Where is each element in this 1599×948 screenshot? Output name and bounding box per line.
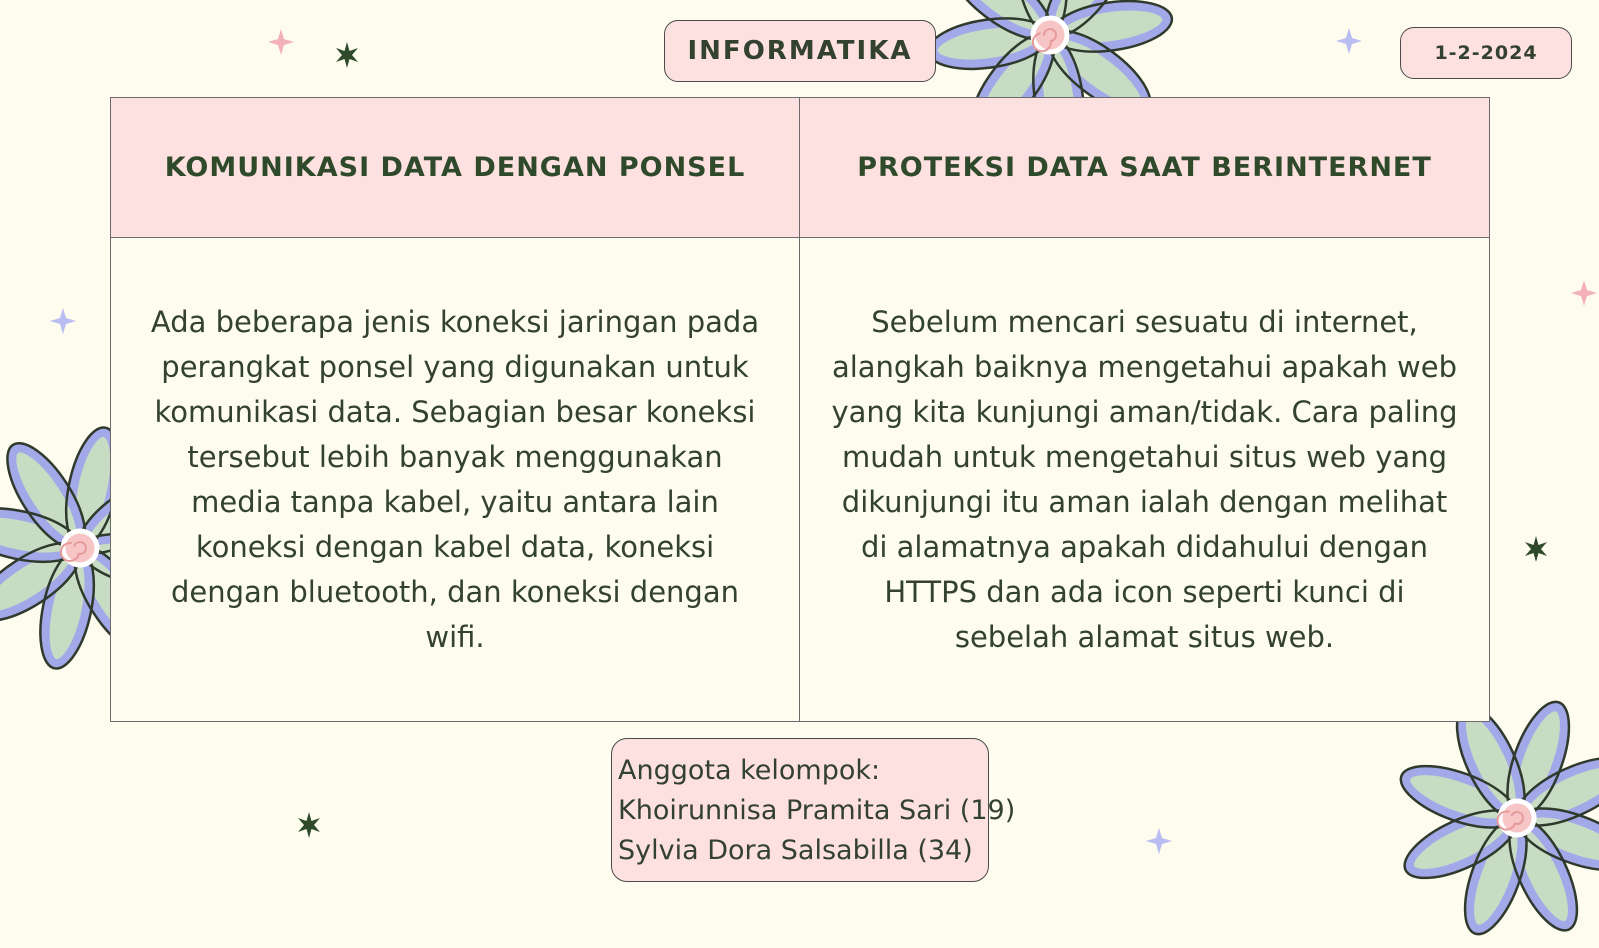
star-icon xyxy=(294,810,324,840)
date-badge: 1-2-2024 xyxy=(1400,27,1572,79)
flower-icon xyxy=(1387,688,1599,948)
members-box xyxy=(611,738,1016,882)
member-name: Khoirunnisa Pramita Sari (19) xyxy=(618,795,1016,826)
sparkle-icon xyxy=(48,306,78,336)
sparkle-icon xyxy=(1569,278,1599,308)
sparkle-icon xyxy=(1334,26,1364,56)
column-body-protection: Sebelum mencari sesuatu di internet, alangkah baiknya mengetahui apakah web yang kita kunjungi aman/tidak. Cara paling mudah untuk mengetahui situs web yang dikunjungi itu aman ialah dengan melihat di alamatnya apakah didahului dengan HTTPS dan ada icon seperti kunci di sebelah alamat situs web. xyxy=(831,304,1458,654)
comparison-table xyxy=(110,97,1490,722)
column-heading-mobile: KOMUNIKASI DATA DENGAN PONSEL xyxy=(111,98,800,238)
members-title: Anggota kelompok: xyxy=(618,755,881,786)
column-heading-protection: PROTEKSI DATA SAAT BERINTERNET xyxy=(800,98,1489,238)
column-body-mobile: Ada beberapa jenis koneksi jaringan pada perangkat ponsel yang digunakan untuk komunikasi data. Sebagian besar koneksi tersebut lebih banyak menggunakan media tanpa kabel, yaitu antara lain koneksi dengan kabel data, koneksi dengan bluetooth, dan koneksi dengan wifi. xyxy=(111,238,800,721)
sparkle-icon xyxy=(1144,826,1174,856)
sparkle-icon xyxy=(266,27,296,57)
star-icon xyxy=(1521,534,1551,564)
subject-badge: INFORMATIKA xyxy=(664,20,936,82)
star-icon xyxy=(332,40,362,70)
member-name: Sylvia Dora Salsabilla (34) xyxy=(618,835,973,866)
